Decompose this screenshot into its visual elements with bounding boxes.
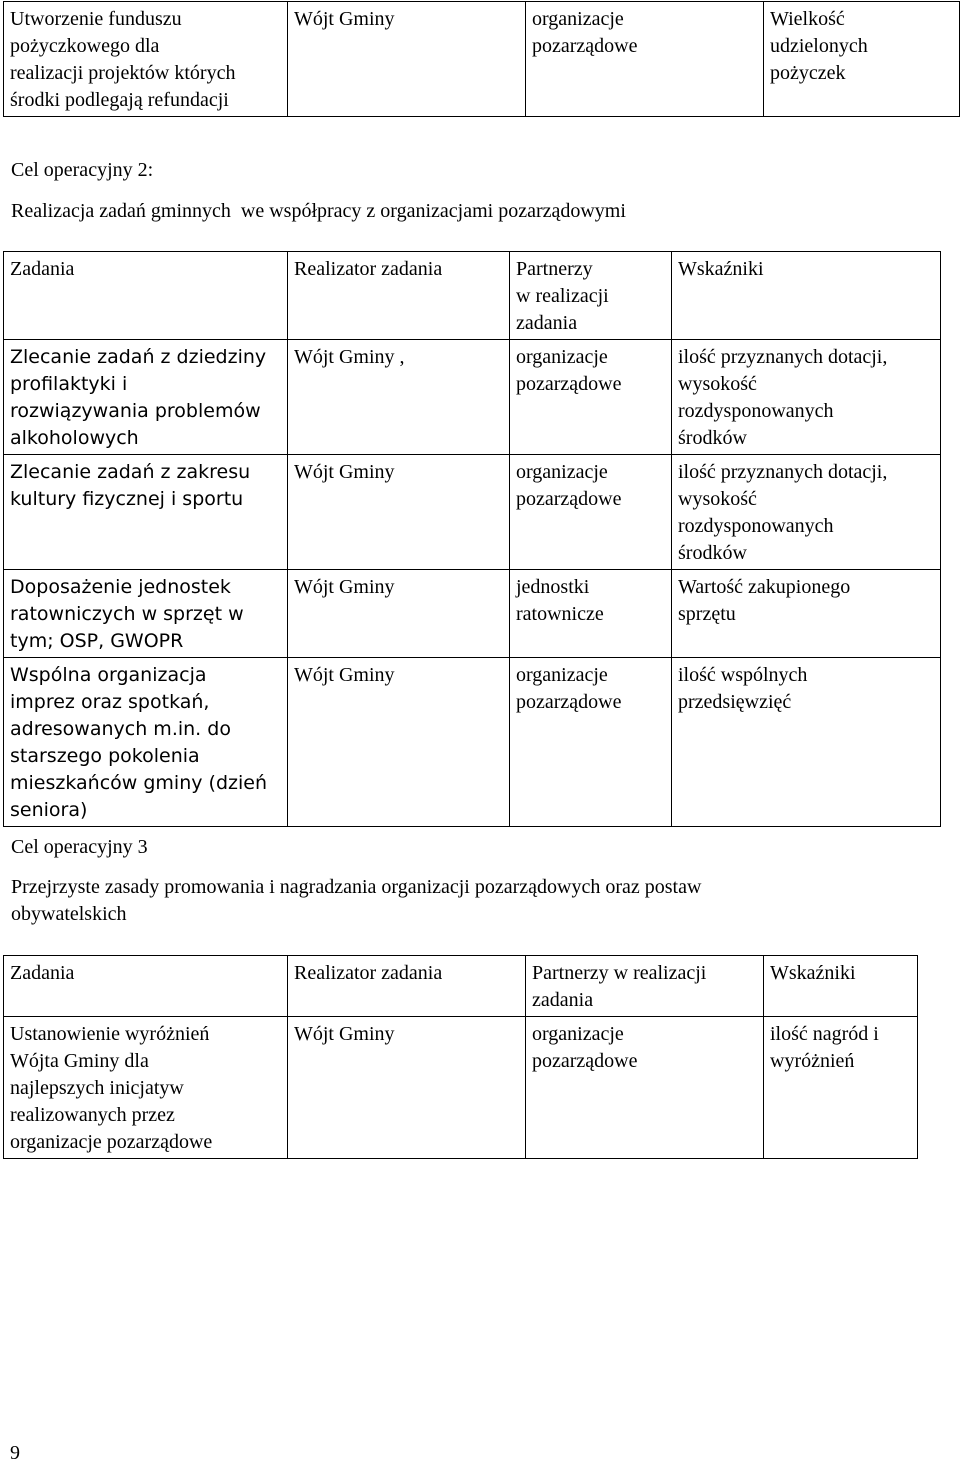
task-cell: Ustanowienie wyróżnień Wójta Gminy dla najlepszych inicjatyw realizowanych przez organizacje pozarządowe — [4, 1017, 288, 1159]
table-row — [4, 2, 960, 117]
header-row — [4, 956, 918, 1017]
section2-title: Cel operacyjny 2: — [11, 159, 154, 181]
page-number: 9 — [10, 1442, 20, 1464]
task-cell: Doposażenie jednostek ratowniczych w sprzęt w tym; OSP, GWOPR — [4, 570, 288, 658]
indicators-cell: Wartość zakupionego sprzętu — [672, 570, 941, 658]
task-cell: Zlecanie zadań z zakresu kultury fizycznej i sportu — [4, 455, 288, 570]
indicators-cell: ilość nagród i wyróżnień — [764, 1017, 918, 1159]
partners-cell: organizacje pozarządowe — [510, 455, 672, 570]
executor-cell: Wójt Gminy — [288, 455, 510, 570]
header-wskazniki: Wskaźniki — [672, 252, 941, 340]
header-partnerzy: Partnerzy w realizacji zadania — [526, 956, 764, 1017]
table-row — [4, 570, 941, 658]
header-partnerzy: Partnerzy w realizacji zadania — [510, 252, 672, 340]
partners-cell: jednostki ratownicze — [510, 570, 672, 658]
header-realizator: Realizator zadania — [288, 956, 526, 1017]
indicators-cell: ilość przyznanych dotacji, wysokość rozdysponowanych środków — [672, 340, 941, 455]
section2-table — [3, 251, 941, 827]
funding-table — [3, 1, 960, 117]
indicators-cell: ilość przyznanych dotacji, wysokość rozdysponowanych środków — [672, 455, 941, 570]
header-realizator: Realizator zadania — [288, 252, 510, 340]
executor-cell: Wójt Gminy — [288, 570, 510, 658]
table-row — [4, 658, 941, 827]
executor-cell: Wójt Gminy — [288, 1017, 526, 1159]
table-row — [4, 1017, 918, 1159]
task-cell: Wspólna organizacja imprez oraz spotkań, adresowanych m.in. do starszego pokolenia mieszkańców gminy (dzień seniora) — [4, 658, 288, 827]
partners-cell: organizacje pozarządowe — [510, 340, 672, 455]
partners-cell: organizacje pozarządowe — [510, 658, 672, 827]
partners-cell: organizacje pozarządowe — [526, 2, 764, 117]
section3-table — [3, 955, 918, 1159]
indicators-cell: Wielkość udzielonych pożyczek — [764, 2, 960, 117]
task-cell: Zlecanie zadań z dziedziny profilaktyki i rozwiązywania problemów alkoholowych — [4, 340, 288, 455]
header-zadania: Zadania — [4, 252, 288, 340]
executor-cell: Wójt Gminy , — [288, 340, 510, 455]
executor-cell: Wójt Gminy — [288, 658, 510, 827]
section2-description: Realizacja zadań gminnych we współpracy z organizacjami pozarządowymi — [11, 200, 626, 222]
section3-title: Cel operacyjny 3 — [11, 836, 148, 858]
section3-description: Przejrzyste zasady promowania i nagradzania organizacji pozarządowych oraz postaw obywatelskich — [11, 876, 702, 925]
header-zadania: Zadania — [4, 956, 288, 1017]
indicators-cell: ilość wspólnych przedsięwzięć — [672, 658, 941, 827]
header-row — [4, 252, 941, 340]
table-row — [4, 340, 941, 455]
task-cell: Utworzenie funduszu pożyczkowego dla realizacji projektów których środki podlegają refundacji — [4, 2, 288, 117]
partners-cell: organizacje pozarządowe — [526, 1017, 764, 1159]
header-wskazniki: Wskaźniki — [764, 956, 918, 1017]
executor-cell: Wójt Gminy — [288, 2, 526, 117]
table-row — [4, 455, 941, 570]
